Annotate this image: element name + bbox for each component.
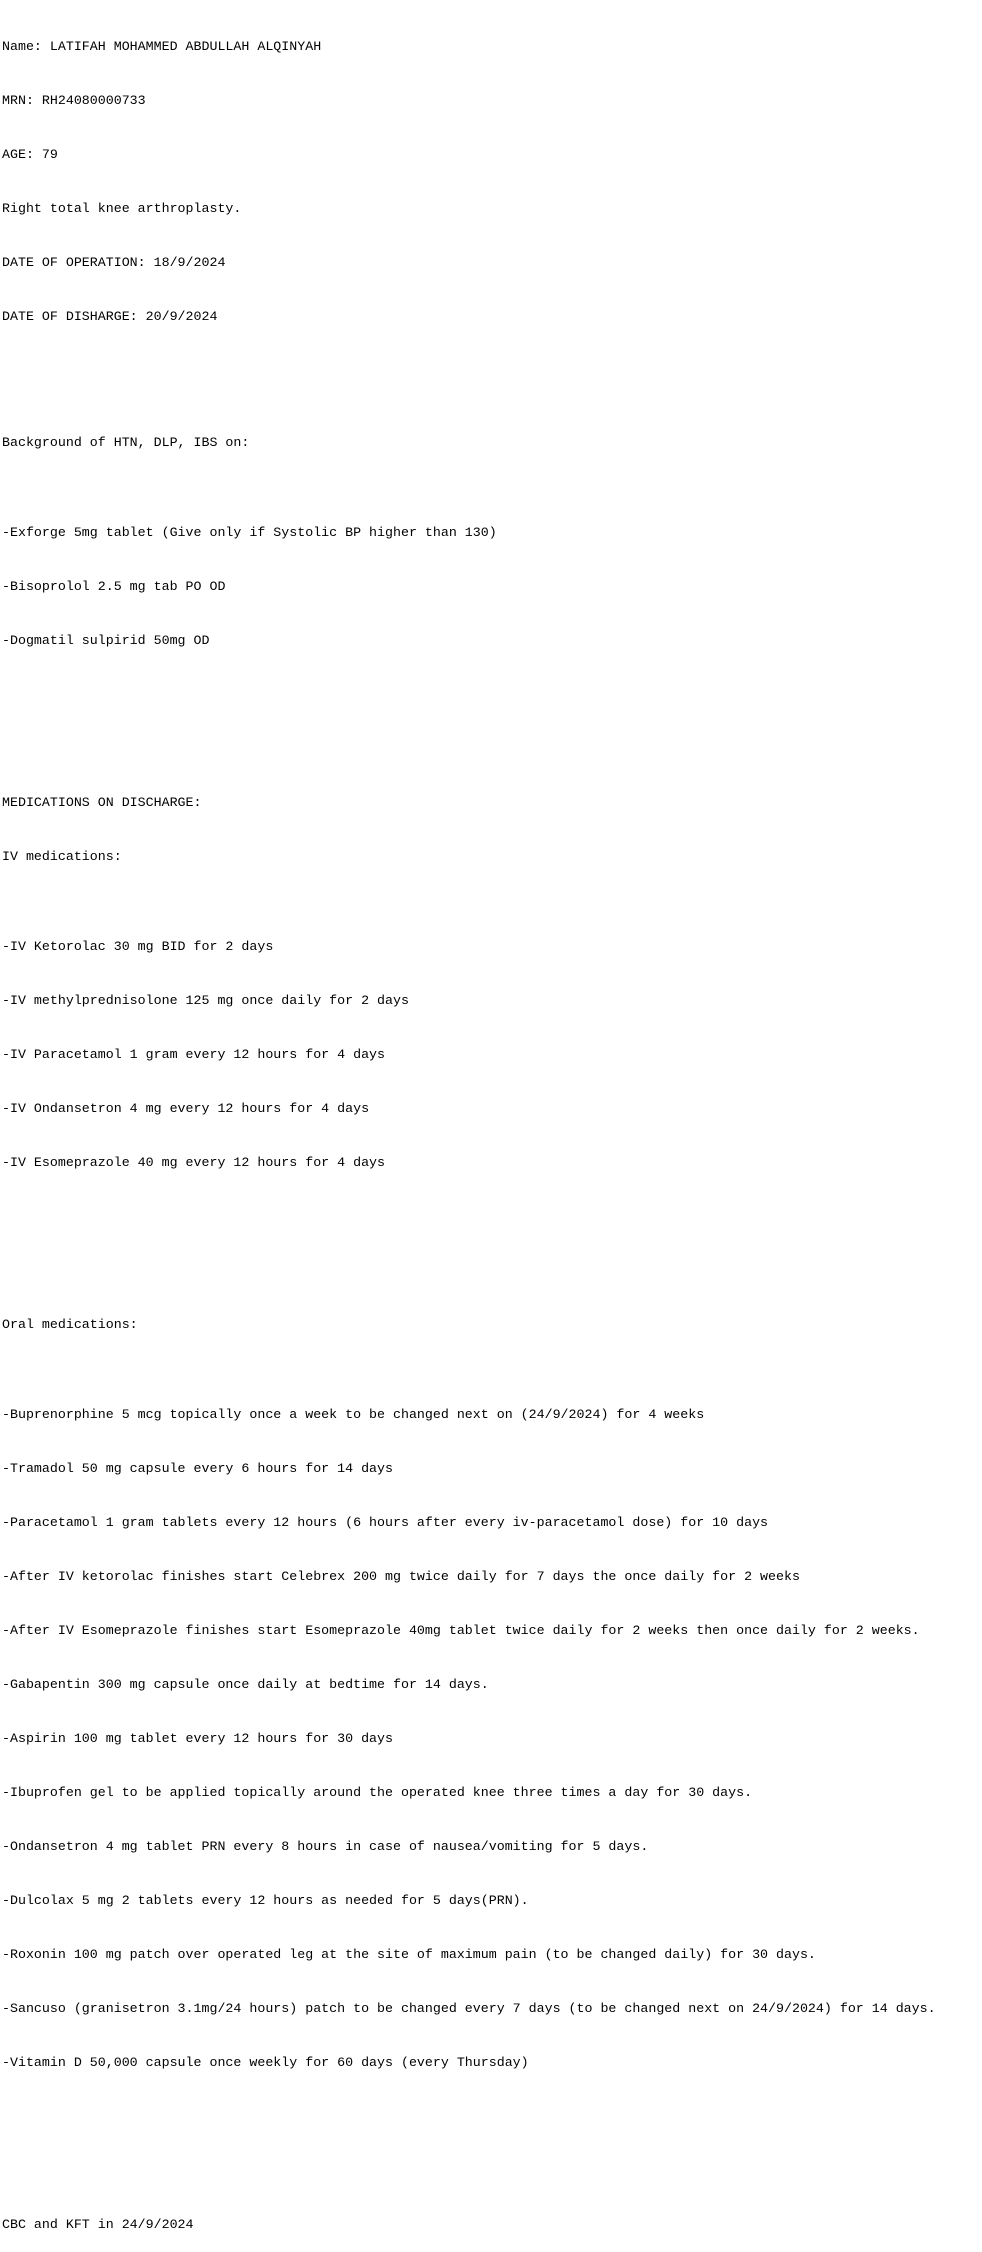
oral-medication-item: -Vitamin D 50,000 capsule once weekly for 60 days (every Thursday)	[2, 2055, 529, 2070]
oral-medication-item: -Gabapentin 300 mg capsule once daily at bedtime for 14 days.	[2, 1677, 489, 1692]
date-of-operation: DATE OF OPERATION: 18/9/2024	[2, 255, 226, 270]
oral-medication-item: -Aspirin 100 mg tablet every 12 hours for 30 days	[2, 1731, 393, 1746]
blank-line	[2, 722, 980, 740]
patient-mrn: MRN: RH24080000733	[2, 93, 146, 108]
iv-medication-item: -IV methylprednisolone 125 mg once daily for 2 days	[2, 993, 409, 1008]
followup-labs: CBC and KFT in 24/9/2024	[2, 2217, 194, 2232]
background-heading: Background of HTN, DLP, IBS on:	[2, 435, 250, 450]
oral-medication-item: -Roxonin 100 mg patch over operated leg at the site of maximum pain (to be changed daily) for 30 days.	[2, 1947, 816, 1962]
procedure: Right total knee arthroplasty.	[2, 201, 242, 216]
oral-medication-item: -After IV Esomeprazole finishes start Esomeprazole 40mg tablet twice daily for 2 weeks then once daily for 2 weeks.	[2, 1623, 920, 1638]
oral-medication-item: -Paracetamol 1 gram tablets every 12 hours (6 hours after every iv-paracetamol dose) for 10 days	[2, 1515, 769, 1530]
blank-line	[2, 362, 980, 380]
discharge-note-document	[2, 2, 980, 2252]
background-item: -Exforge 5mg tablet (Give only if Systolic BP higher than 130)	[2, 525, 497, 540]
date-of-discharge: DATE OF DISHARGE: 20/9/2024	[2, 309, 218, 324]
background-item: -Bisoprolol 2.5 mg tab PO OD	[2, 579, 226, 594]
oral-medication-item: -Sancuso (granisetron 3.1mg/24 hours) patch to be changed every 7 days (to be changed next on 24/9/2024) for 14 days.	[2, 2001, 936, 2016]
oral-medication-item: -Ibuprofen gel to be applied topically around the operated knee three times a day for 30 days.	[2, 1785, 753, 1800]
oral-medication-item: -Dulcolax 5 mg 2 tablets every 12 hours as needed for 5 days(PRN).	[2, 1893, 529, 1908]
oral-medication-item: -Tramadol 50 mg capsule every 6 hours for 14 days	[2, 1461, 393, 1476]
iv-medication-item: -IV Esomeprazole 40 mg every 12 hours for 4 days	[2, 1155, 386, 1170]
oral-medications-list	[2, 1370, 980, 2108]
iv-medications-heading: IV medications:	[2, 849, 122, 864]
patient-name: Name: LATIFAH MOHAMMED ABDULLAH ALQINYAH	[2, 39, 322, 54]
background-item: -Dogmatil sulpirid 50mg OD	[2, 633, 210, 648]
blank-line	[2, 2144, 980, 2162]
iv-medication-item: -IV Ketorolac 30 mg BID for 2 days	[2, 939, 274, 954]
oral-medication-item: -Buprenorphine 5 mcg topically once a week to be changed next on (24/9/2024) for 4 weeks	[2, 1407, 705, 1422]
iv-medications-list	[2, 902, 980, 1208]
discharge-heading: MEDICATIONS ON DISCHARGE:	[2, 795, 202, 810]
iv-medication-item: -IV Ondansetron 4 mg every 12 hours for 4 days	[2, 1101, 370, 1116]
oral-medication-item: -After IV ketorolac finishes start Celebrex 200 mg twice daily for 7 days the once daily for 2 weeks	[2, 1569, 800, 1584]
iv-medication-item: -IV Paracetamol 1 gram every 12 hours for 4 days	[2, 1047, 386, 1062]
background-list	[2, 488, 980, 686]
patient-age: AGE: 79	[2, 147, 58, 162]
blank-line	[2, 1244, 980, 1262]
oral-medications-heading: Oral medications:	[2, 1317, 138, 1332]
oral-medication-item: -Ondansetron 4 mg tablet PRN every 8 hours in case of nausea/vomiting for 5 days.	[2, 1839, 649, 1854]
